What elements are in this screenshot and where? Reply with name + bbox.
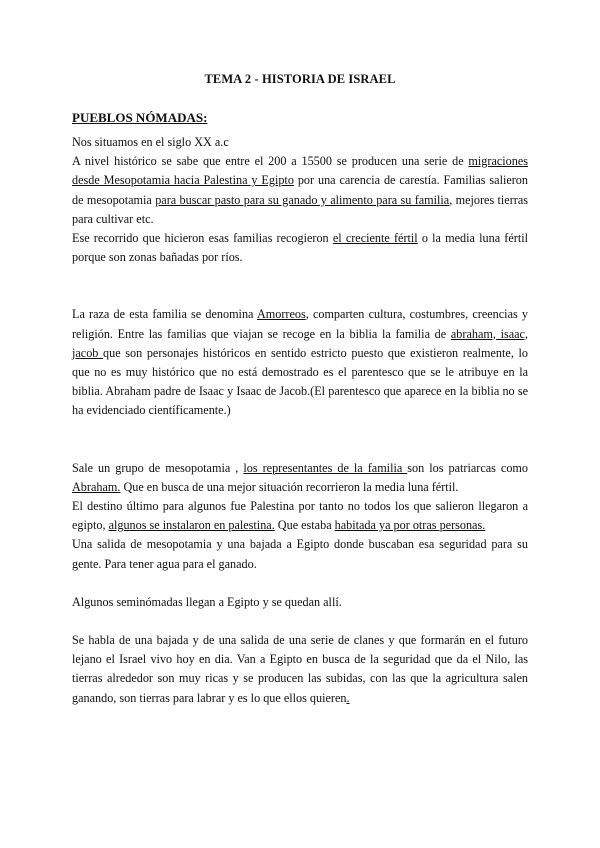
paragraph-6 [72,497,528,535]
section-heading: PUEBLOS NÓMADAS: [72,110,208,125]
paragraph-8 [72,593,528,612]
underlined-text: Amorreos [256,307,306,322]
paragraph-text: Que estaba [274,518,335,533]
document-title: TEMA 2 - HISTORIA DE ISRAEL [204,72,396,86]
underlined-text: migraciones desde Mesopotamia hacia Palestina y Egipto [72,154,528,188]
paragraph-3 [72,229,528,267]
paragraph-text: por una carencia de carestía. Familias salieron de mesopotamia [72,173,528,207]
blank-line [72,421,528,440]
underlined-text: abraham, isaac, jacob [72,326,529,360]
paragraph-text: Que en busca de una mejor situación recorrieron la media luna fértil. [120,479,459,494]
blank-line [72,440,528,459]
paragraph-text: , comparten cultura, costumbres, creencias y religión. Entre las familias que viajan se recoge en la biblia la familia de [72,307,528,341]
blank-line [72,574,528,593]
paragraph-text: que son personajes históricos en sentido estricto puesto que existieron realmente, lo que no es muy histórico que no está demostrado es el parentesco que se le atribuye en la biblia. Abraham padre de Isaac y Isaac de Jacob.(El parentesco que aparece en la biblia no se ha evidenciado científicamente.) [72,345,528,418]
paragraph-1 [72,133,528,152]
paragraph-text: Una salida de mesopotamia y una bajada a Egipto donde buscaban esa seguridad para su gente. Para tener agua para el ganado. [72,537,528,571]
paragraph-text: Ese recorrido que hicieron esas familias recogieron [72,231,333,246]
blank-line [72,612,528,631]
underlined-text: el creciente fértil [332,231,418,246]
underlined-text: los representantes de la familia [243,460,408,475]
blank-line [72,286,528,305]
paragraph-text: Nos situamos en el siglo XX a.c [72,135,229,149]
underlined-text: algunos se instalaron en palestina. [108,518,275,533]
paragraph-text: , mejores tierras para cultivar etc. [72,192,528,226]
paragraph-5 [72,459,528,497]
paragraph-text: Sale un grupo de mesopotamia , [72,460,244,475]
paragraph-text: Algunos seminómadas llegan a Egipto y se quedan allí. [72,594,342,609]
paragraph-text: son los patriarcas como [407,460,529,475]
underlined-text: para buscar pasto para su ganado y alimento para su familia [155,192,450,207]
underlined-text: habitada ya por otras personas. [334,518,486,533]
paragraph-7 [72,535,528,573]
paragraph-text: El destino último para algunos fue Palestina por tanto no todos los que salieron llegaron a egipto, [72,499,528,533]
paragraph-text: La raza de esta familia se denomina [72,307,257,322]
paragraph-4 [72,305,528,420]
blank-line [72,267,528,286]
paragraph-text: A nivel histórico se sabe que entre el 200 a 15500 se producen una serie de [72,154,469,169]
document-body [72,133,528,708]
underlined-text: Abraham. [72,479,121,494]
paragraph-text: Se habla de una bajada y de una salida de una serie de clanes y que formarán en el futuro lejano el Israel vivo hoy en dia. Van a Egipto en busca de la seguridad que da el Nilo, las tierras alrededor son muy ricas y se producen las subidas, con las que la agricultura salen ganando, son tierras para labrar y es lo que ellos quieren [72,633,528,705]
underlined-text: . [346,690,350,705]
paragraph-text: o la media luna fértil porque son zonas bañadas por ríos. [72,231,528,265]
paragraph-2 [72,152,528,229]
paragraph-9 [72,631,528,708]
